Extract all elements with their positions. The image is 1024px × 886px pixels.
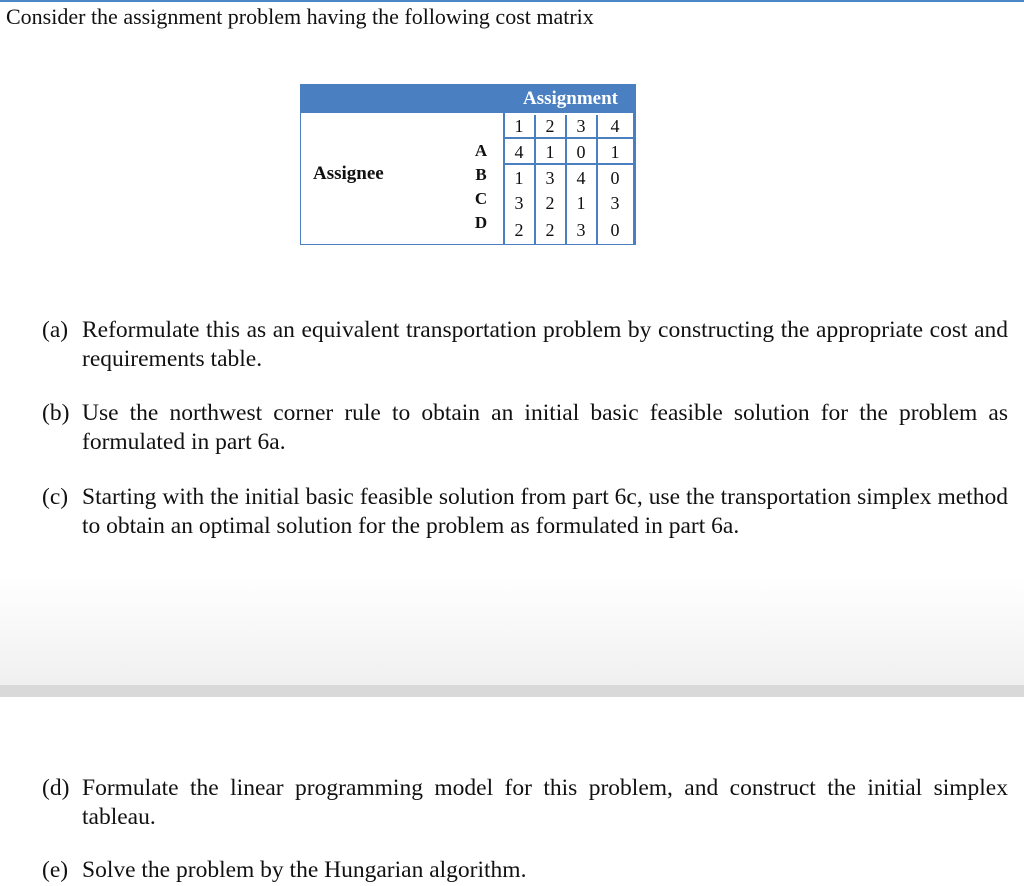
row-label-b: B [475, 165, 487, 184]
row-label-a: A [474, 141, 488, 160]
part-text: Use the northwest corner rule to obtain an initial basic feasible solution for the problem as formulated in part 6a. [82, 400, 1008, 455]
row-label-d: D [474, 213, 488, 232]
matrix-cell: 2 [545, 220, 555, 240]
matrix-cell: 1 [545, 142, 555, 162]
matrix-cell: 0 [610, 168, 620, 188]
part-text: Reformulate this as an equivalent transportation problem by constructing the appropriate cost and requirements table. [82, 317, 1008, 372]
matrix-grid-line [596, 115, 598, 244]
top-rule [0, 0, 1024, 2]
question-part-a [42, 316, 1008, 374]
matrix-cell: 3 [545, 168, 555, 188]
part-text: Solve the problem by the Hungarian algorithm. [82, 857, 527, 883]
question-part-c [42, 483, 1008, 541]
cost-matrix [300, 84, 636, 245]
matrix-right-border [633, 113, 635, 244]
matrix-cell: 4 [514, 142, 524, 162]
matrix-cell: 1 [610, 142, 620, 162]
assignment-header: Assignment [522, 88, 618, 109]
row-label-c: C [474, 189, 488, 208]
column-header-3: 3 [576, 116, 586, 136]
part-letter: (a) [42, 317, 69, 343]
question-part-d [42, 774, 1008, 832]
part-text: Formulate the linear programming model for this problem, and construct the initial simplex tableau. [82, 775, 1008, 830]
matrix-cell: 1 [576, 193, 586, 213]
part-letter: (d) [42, 775, 70, 801]
matrix-cell: 1 [514, 168, 524, 188]
matrix-cell: 2 [514, 220, 524, 240]
part-letter: (b) [42, 400, 70, 426]
page-separator-bar [0, 685, 1024, 697]
matrix-cell: 0 [576, 142, 586, 162]
part-letter: (e) [42, 857, 69, 883]
matrix-cell: 4 [576, 168, 586, 188]
question-part-b [42, 399, 1008, 457]
matrix-cell: 3 [576, 220, 586, 240]
column-header-2: 2 [545, 116, 555, 136]
column-header-4: 4 [610, 116, 620, 136]
matrix-cell: 3 [514, 193, 524, 213]
assignee-label: Assignee [313, 163, 384, 184]
page-separator-fade [0, 575, 1024, 685]
matrix-cell: 3 [610, 193, 620, 213]
intro-text: Consider the assignment problem having the following cost matrix [6, 4, 594, 29]
column-header-1: 1 [514, 116, 524, 136]
question-part-e [42, 856, 1008, 885]
matrix-cell: 2 [545, 193, 555, 213]
matrix-cell: 0 [610, 220, 620, 240]
part-letter: (c) [42, 484, 69, 510]
part-text: Starting with the initial basic feasible solution from part 6c, use the transportation simplex method to obtain an optimal solution for the problem as formulated in part 6a. [82, 484, 1008, 539]
